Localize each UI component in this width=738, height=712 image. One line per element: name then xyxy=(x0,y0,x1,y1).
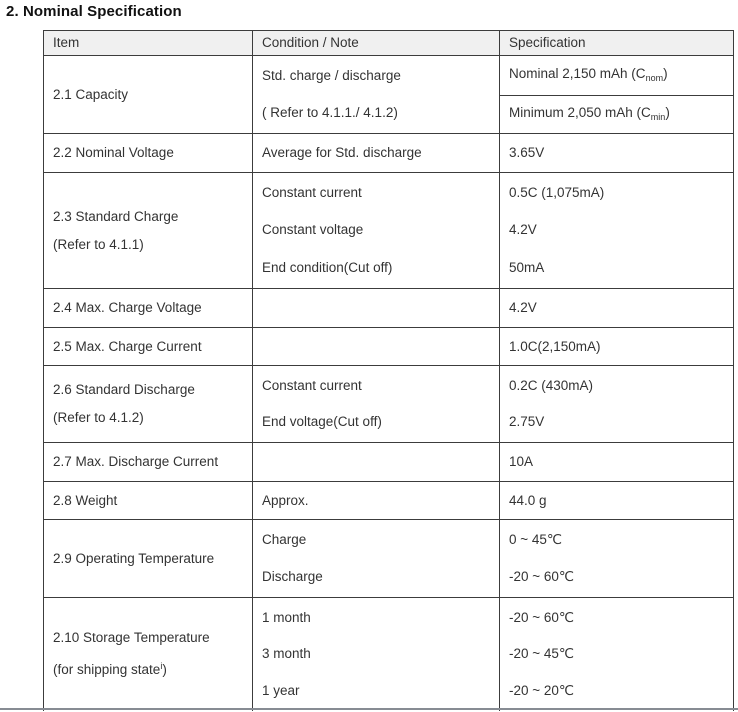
cell-condition-storage-temperature xyxy=(253,598,500,711)
condition-line: End voltage(Cut off) xyxy=(262,414,382,430)
cell-spec-weight: 44.0 g xyxy=(500,482,734,520)
spec-lines xyxy=(509,175,733,287)
cell-spec-storage-temperature xyxy=(500,598,734,711)
table-row xyxy=(44,56,734,96)
nominal-specification-table xyxy=(43,30,734,711)
condition-line: Constant current xyxy=(262,377,362,393)
page-bottom-edge xyxy=(0,708,738,710)
cell-condition-max-charge-voltage xyxy=(253,289,500,328)
cell-item-standard-discharge xyxy=(44,366,253,443)
section-title: 2. Nominal Specification xyxy=(6,3,182,20)
footnote-superscript: i xyxy=(160,661,163,672)
item-line: 2.10 Storage Temperature xyxy=(53,630,210,646)
cell-spec-max-charge-current: 1.0C(2,150mA) xyxy=(500,328,734,366)
item-lines xyxy=(53,381,252,427)
cell-spec-standard-discharge xyxy=(500,366,734,443)
header-item: Item xyxy=(44,31,253,56)
cell-condition-nominal-voltage: Average for Std. discharge xyxy=(253,134,500,173)
table-row xyxy=(44,443,734,482)
condition-lines xyxy=(262,58,499,132)
spec-line: 0.5C (1,075mA) xyxy=(509,185,605,201)
spec-line: 2.75V xyxy=(509,414,545,430)
cell-spec-operating-temperature xyxy=(500,520,734,598)
item-lines xyxy=(53,208,252,254)
condition-lines xyxy=(262,522,499,596)
spec-line: 0 ~ 45℃ xyxy=(509,532,563,547)
cell-spec-max-discharge-current: 10A xyxy=(500,443,734,482)
condition-line: Constant current xyxy=(262,185,362,201)
item-line: (Refer to 4.1.1) xyxy=(53,236,144,252)
cell-item-capacity: 2.1 Capacity xyxy=(44,56,253,134)
spec-text: ) xyxy=(663,65,668,81)
cell-condition-operating-temperature xyxy=(253,520,500,598)
cell-spec-capacity-nominal xyxy=(500,56,734,96)
spec-line: -20 ~ 60℃ xyxy=(509,569,575,584)
table-row xyxy=(44,598,734,711)
table-row xyxy=(44,289,734,328)
cell-condition-max-charge-current xyxy=(253,328,500,366)
cell-condition-weight: Approx. xyxy=(253,482,500,520)
cell-item-max-charge-current: 2.5 Max. Charge Current xyxy=(44,328,253,366)
spec-text: Minimum 2,050 mAh (C xyxy=(509,104,651,120)
spec-line: -20 ~ 45℃ xyxy=(509,646,575,662)
cell-item-nominal-voltage: 2.2 Nominal Voltage xyxy=(44,134,253,173)
item-text: (for shipping state xyxy=(53,662,161,678)
cell-condition-standard-discharge xyxy=(253,366,500,443)
cell-spec-capacity-minimum xyxy=(500,96,734,134)
table-row xyxy=(44,482,734,520)
cell-spec-nominal-voltage: 3.65V xyxy=(500,134,734,173)
item-line xyxy=(53,657,252,679)
condition-line: 3 month xyxy=(262,646,311,662)
spec-lines xyxy=(509,522,733,596)
condition-line: Constant voltage xyxy=(262,222,364,238)
item-lines xyxy=(53,629,252,679)
condition-lines xyxy=(262,368,499,441)
cell-spec-max-charge-voltage: 4.2V xyxy=(500,289,734,328)
item-line: 2.3 Standard Charge xyxy=(53,208,179,224)
table-row xyxy=(44,328,734,366)
table-header-row xyxy=(44,31,734,56)
cell-spec-standard-charge xyxy=(500,173,734,289)
condition-line: Std. charge / discharge xyxy=(262,68,401,83)
condition-line: End condition(Cut off) xyxy=(262,259,393,275)
spec-lines xyxy=(509,368,733,441)
table-row xyxy=(44,134,734,173)
condition-line: Charge xyxy=(262,532,307,547)
header-condition-note: Condition / Note xyxy=(253,31,500,56)
cell-item-max-charge-voltage: 2.4 Max. Charge Voltage xyxy=(44,289,253,328)
spec-line: -20 ~ 60℃ xyxy=(509,609,575,625)
table-row xyxy=(44,520,734,598)
item-text: ) xyxy=(162,662,167,678)
table-row xyxy=(44,173,734,289)
item-line: 2.6 Standard Discharge xyxy=(53,382,195,397)
spec-lines xyxy=(509,600,733,709)
condition-lines xyxy=(262,600,499,709)
spec-line: 50mA xyxy=(509,259,545,275)
spec-line: -20 ~ 20℃ xyxy=(509,682,575,698)
item-line: (Refer to 4.1.2) xyxy=(53,410,144,425)
spec-subscript: min xyxy=(650,111,666,122)
condition-lines xyxy=(262,175,499,287)
spec-text: Nominal 2,150 mAh (C xyxy=(509,65,646,81)
header-specification: Specification xyxy=(500,31,734,56)
table-row xyxy=(44,366,734,443)
condition-line: 1 month xyxy=(262,609,311,625)
cell-item-standard-charge xyxy=(44,173,253,289)
cell-condition-standard-charge xyxy=(253,173,500,289)
cell-condition-capacity xyxy=(253,56,500,134)
condition-line: 1 year xyxy=(262,682,300,698)
spec-line: 0.2C (430mA) xyxy=(509,377,594,393)
cell-item-operating-temperature: 2.9 Operating Temperature xyxy=(44,520,253,598)
cell-item-max-discharge-current: 2.7 Max. Discharge Current xyxy=(44,443,253,482)
spec-text: ) xyxy=(665,104,670,120)
spec-subscript: nom xyxy=(645,72,664,83)
cell-item-storage-temperature xyxy=(44,598,253,711)
condition-line: ( Refer to 4.1.1./ 4.1.2) xyxy=(262,105,398,120)
condition-line: Discharge xyxy=(262,569,323,584)
spec-line: 4.2V xyxy=(509,222,537,238)
cell-item-weight: 2.8 Weight xyxy=(44,482,253,520)
cell-condition-max-discharge-current xyxy=(253,443,500,482)
